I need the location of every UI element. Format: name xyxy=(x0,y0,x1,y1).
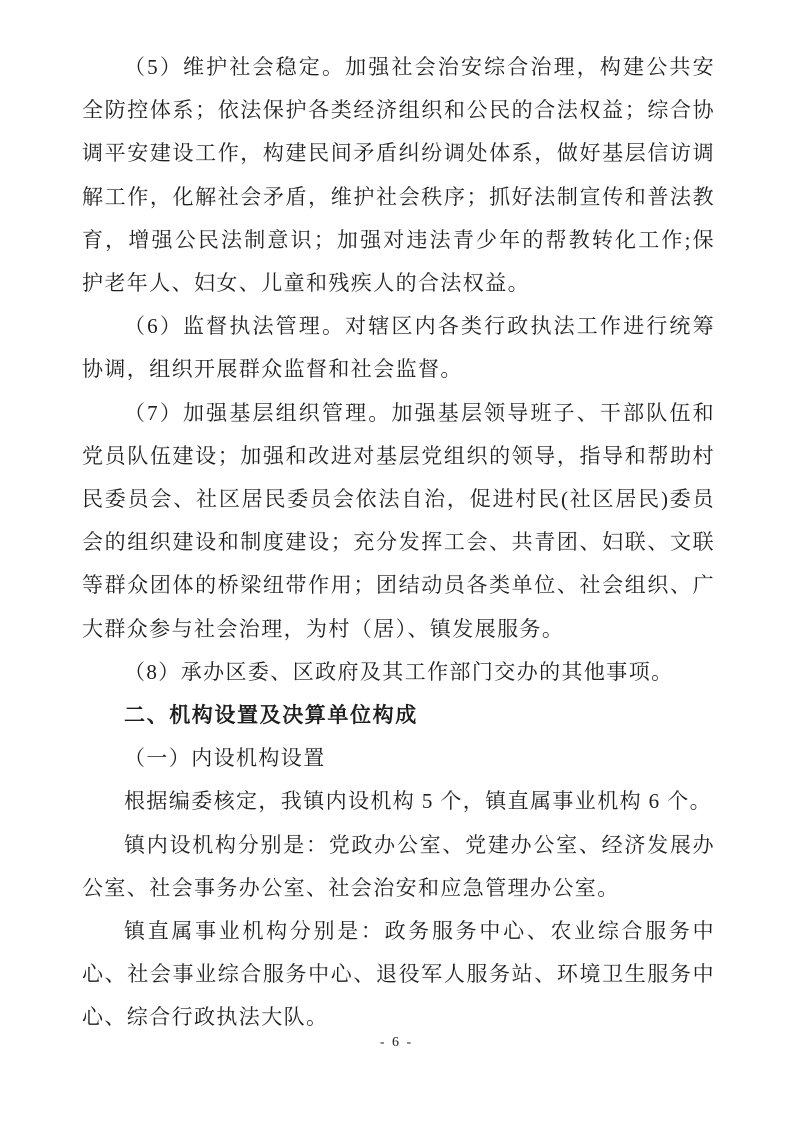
paragraph-item-8: （8）承办区委、区政府及其工作部门交办的其他事项。 xyxy=(124,659,674,684)
paragraph-item-6: （6）监督执法管理。对辖区内各类行政执法工作进行统筹协调，组织开展群众监督和社会监督。 xyxy=(82,314,715,382)
paragraph-subordinate-orgs: 镇直属事业机构分别是：政务服务中心、农业综合服务中心、社会事业综合服务中心、退役军人服务站、环境卫生服务中心、综合行政执法大队。 xyxy=(82,919,715,1030)
document-body xyxy=(82,46,715,1040)
page-number: - 6 - xyxy=(379,1035,414,1050)
paragraph-item-5: （5）维护社会稳定。加强社会治安综合治理，构建公共安全防控体系；依法保护各类经济组织和公民的合法权益；综合协调平安建设工作，构建民间矛盾纠纷调处体系，做好基层信访调解工作，化解社会矛盾，维护社会秩序；抓好法制宣传和普法教育，增强公民法制意识；加强对违法青少年的帮教转化工作;保护老年人、妇女、儿童和残疾人的合法权益。 xyxy=(82,55,715,296)
section-heading-2: 二、机构设置及决算单位构成 xyxy=(124,704,418,728)
paragraph-item-7: （7）加强基层组织管理。加强基层领导班子、干部队伍和党员队伍建设；加强和改进对基层党组织的领导，指导和帮助村民委员会、社区居民委员会依法自治，促进村民(社区居民)委员会的组织建设和制度建设；充分发挥工会、共青团、妇联、文联等群众团体的桥梁纽带作用；团结动员各类单位、社会组织、广大群众参与社会治理，为村（居）、镇发展服务。 xyxy=(82,400,715,641)
subsection-heading-1: （一）内设机构设置 xyxy=(124,746,326,771)
paragraph-org-count: 根据编委核定，我镇内设机构 5 个，镇直属事业机构 6 个。 xyxy=(124,789,712,814)
paragraph-internal-orgs: 镇内设机构分别是：党政办公室、党建办公室、经济发展办公室、社会事务办公室、社会治安和应急管理办公室。 xyxy=(82,832,715,900)
